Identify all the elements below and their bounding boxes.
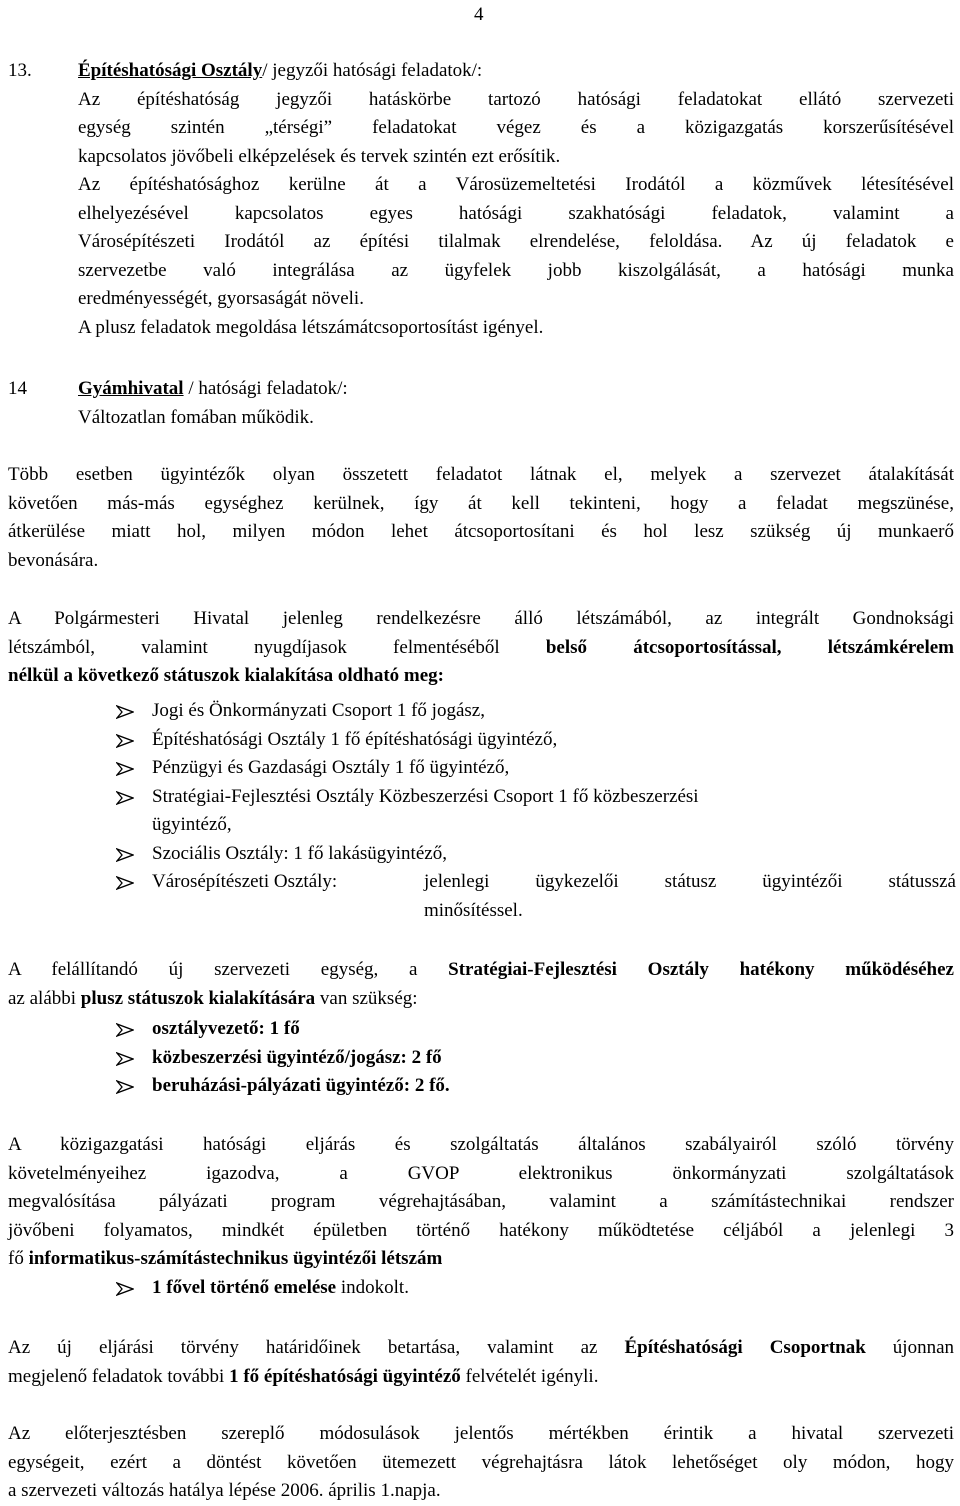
list-item-table [152, 868, 956, 925]
text-line: szervezetbe való integrálása az ügyfelek jobb kiszolgálását, a hatósági munka [78, 259, 954, 281]
paragraph-new-unit [8, 956, 954, 1013]
text-run: A felállítandó új szervezeti egység, a [8, 959, 449, 980]
text-line: A plusz feladatok megoldása létszámátcsoportosítást igényel. [78, 316, 544, 338]
list-item-label: Városépítészeti Osztály: [152, 871, 338, 892]
text-line [8, 662, 954, 691]
text-line [8, 1363, 954, 1392]
text-run: indokolt. [336, 1277, 409, 1298]
arrow-bullet-icon [116, 705, 134, 719]
text-line: Változatlan fomában működik. [78, 406, 314, 428]
new-status-list [116, 1015, 956, 1101]
text-line: A közigazgatási hatósági eljárás és szolgáltatás általános szabályairól szóló törvény [8, 1134, 954, 1155]
bold-run: belső átcsoportosítással, létszámkérelem [545, 636, 954, 658]
text-line [8, 634, 954, 663]
text-line: a szervezeti változás hatálya lépése 2006. április 1.napja. [8, 1480, 441, 1501]
arrow-bullet-icon [116, 1052, 134, 1066]
list-item [116, 726, 956, 755]
section-number: 14 [8, 378, 27, 399]
paragraph-reassignment [8, 461, 954, 575]
list-item-text: Stratégiai-Fejlesztési Osztály Közbeszerzési Csoport 1 fő közbeszerzési [152, 785, 699, 807]
paragraph-closing [8, 1420, 954, 1506]
text-run: újonnan [865, 1337, 954, 1358]
text-line [8, 985, 954, 1014]
text-line: átkerülése miatt hol, milyen módon lehet átcsoportosítani és hol lesz szükség új munkaerő [8, 521, 954, 542]
arrow-bullet-icon [116, 876, 134, 890]
section-heading [78, 57, 954, 86]
text-line: Az építéshatóság jegyzői hatáskörbe tartozó hatósági feladatokat ellátó szervezeti [78, 88, 954, 110]
list-item [116, 783, 956, 840]
text-line: követően más-más egységhez kerülnek, így át kell tekinteni, hogy a feladat megszünése, [8, 492, 954, 514]
arrow-bullet-icon [116, 791, 134, 805]
text-line [8, 1245, 954, 1274]
arrow-bullet-icon [116, 734, 134, 748]
arrow-bullet-icon [116, 1080, 134, 1094]
text-line: Az előterjesztésben szereplő módosulások jelentős mértékben érintik a hivatal szervezeti [8, 1423, 954, 1444]
list-item [116, 840, 956, 869]
list-item [116, 754, 956, 783]
text-line: egység szintén „térségi” feladatokat végez és a közigazgatás korszerűsítésével [78, 117, 954, 138]
text-line: elhelyezésével kapcsolatos egyes hatósági szakhatósági feladatok, valamint a [78, 202, 954, 224]
text-line: bevonására. [8, 549, 99, 571]
list-item [116, 697, 956, 726]
bold-run: nélkül a következő státuszok kialakítása oldható meg: [8, 665, 444, 686]
list-item-text: Építéshatósági Osztály 1 fő építéshatósági ügyintéző, [152, 728, 558, 750]
text-run: felvételét igényli. [460, 1365, 599, 1387]
text-line: Városépítészeti Irodától az építési tilalmak elrendelése, feloldása. Az új feladatok e [78, 231, 954, 252]
text-run: fő [8, 1248, 29, 1269]
list-item [116, 1072, 956, 1101]
section-13 [8, 57, 954, 342]
list-item [116, 1274, 956, 1303]
text-line: megvalósítása pályázati program végrehajtásában, valamint a számítástechnikai rendszer [8, 1191, 954, 1212]
text-line: kapcsolatos jövőbeli elképzelések és tervek szintén ezt erősítik. [78, 145, 561, 167]
page-number: 4 [474, 4, 484, 25]
list-item-text: beruházási-pályázati ügyintéző: 2 fő. [152, 1075, 450, 1096]
text-run: létszámból, valamint nyugdíjasok felmentéséből [8, 636, 546, 658]
text-run: Az új eljárási törvény határidőinek betartása, valamint az [8, 1337, 625, 1358]
text-line [8, 1334, 954, 1363]
list-item-text: közbeszerzési ügyintéző/jogász: 2 fő [152, 1046, 442, 1068]
text-run: van szükség: [315, 987, 418, 1009]
text-line: követelményeihez igazodva, a GVOP elektronikus önkormányzati szolgáltatások [8, 1162, 954, 1184]
text-line: Több esetben ügyintézők olyan összetett feladatot látnak el, melyek a szervezet átalakítását [8, 464, 954, 485]
text-line: eredményességét, gyorsaságát növeli. [78, 288, 364, 309]
section-title-underlined: Építéshatósági Osztály [78, 60, 263, 81]
text-line: jövőbeni folyamatos, mindkét épületben történő hatékony működtetése céljából a jelenlegi 3 [8, 1219, 954, 1241]
text-run: az alábbi [8, 987, 81, 1009]
section-number: 13. [8, 60, 32, 81]
list-item-text: Jogi és Önkormányzati Csoport 1 fő jogász, [152, 700, 485, 721]
paragraph-procedure [8, 1334, 954, 1391]
bold-run: 1 fő építéshatósági ügyintéző [229, 1365, 461, 1387]
paragraph-internal-transfer [8, 605, 954, 691]
list-item [116, 868, 956, 925]
text-line: A Polgármesteri Hivatal jelenleg rendelkezésre álló létszámából, az integrált Gondnoksági [8, 608, 954, 629]
bold-run: informatikus-számítástechnikus ügyintézői létszám [28, 1248, 443, 1269]
section-title-rest: / hatósági feladatok/: [183, 378, 348, 399]
text-line: jelenlegi ügykezelői státusz ügyintézői státusszá [424, 871, 956, 892]
text-run: megjelenő feladatok további [8, 1365, 230, 1387]
section-heading [78, 375, 954, 404]
bold-run: Stratégiai-Fejlesztési Osztály hatékony működéséhez [448, 959, 954, 980]
list-item-desc [424, 868, 956, 925]
list-item-text: Pénzügyi és Gazdasági Osztály 1 fő ügyintéző, [152, 757, 510, 778]
list-item-text: Szociális Osztály: 1 fő lakásügyintéző, [152, 842, 447, 864]
it-staff-list [116, 1274, 956, 1303]
text-line: minősítéssel. [424, 899, 523, 921]
bold-run: plusz státuszok kialakítására [80, 987, 316, 1009]
arrow-bullet-icon [116, 762, 134, 776]
arrow-bullet-icon [116, 1282, 134, 1296]
list-item [116, 1015, 956, 1044]
list-item-text: ügyintéző, [152, 814, 232, 835]
section-title-rest: / jegyzői hatósági feladatok/: [262, 60, 483, 81]
status-list [116, 697, 956, 925]
section-14 [8, 375, 954, 432]
arrow-bullet-icon [116, 1023, 134, 1037]
section-title-underlined: Gyámhivatal [78, 378, 184, 399]
bold-run: Építéshatósági Csoportnak [624, 1337, 866, 1358]
list-item [116, 1044, 956, 1073]
text-line: Az építéshatósághoz kerülne át a Városüzemeltetési Irodától a közművek létesítésével [78, 174, 954, 195]
text-line: egységeit, ezért a döntést követően ütemezett végrehajtásra látok lehetőséget oly módon, hogy [8, 1451, 954, 1473]
arrow-bullet-icon [116, 848, 134, 862]
paragraph-it-staff [8, 1131, 954, 1274]
text-line [8, 956, 954, 985]
bold-run: 1 fővel történő emelése [152, 1277, 337, 1298]
list-item-text: osztályvezető: 1 fő [152, 1018, 300, 1039]
